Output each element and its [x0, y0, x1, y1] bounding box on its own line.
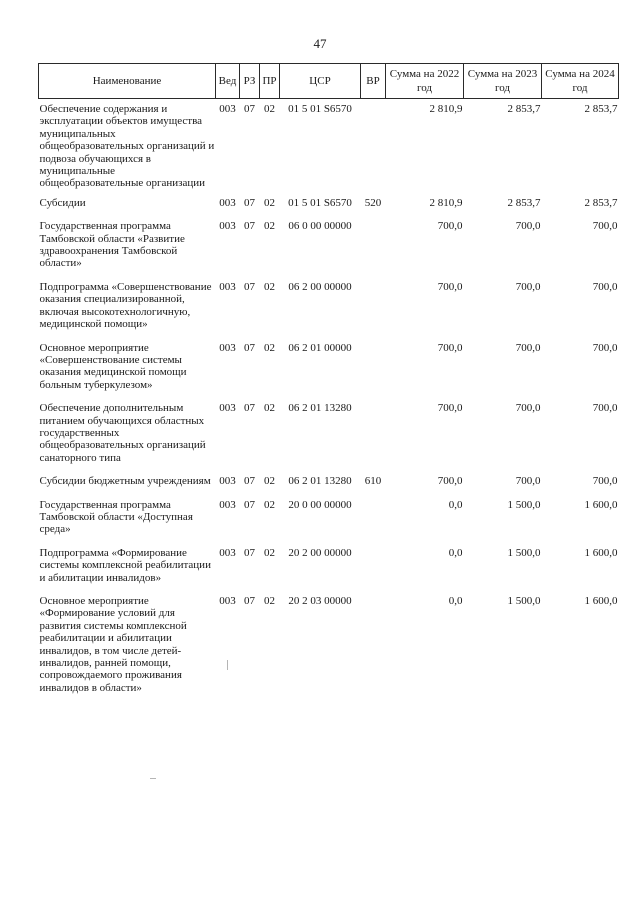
row-sum-2022: 0,0 [448, 498, 463, 511]
row-sum-2023: 700,0 [515, 402, 541, 415]
row-csr: 06 2 00 00000 [288, 280, 352, 293]
row-sum-2022: 0,0 [448, 546, 463, 559]
row-sum-2022: 700,0 [437, 341, 463, 354]
row-name: Основное мероприятие «Совершенствование системы оказания медицинской помощи больным туберкулезом» [39, 341, 187, 391]
row-rz: 07 [244, 402, 255, 415]
row-ved: 003 [219, 595, 236, 607]
row-sum-2024: 700,0 [592, 220, 618, 233]
row-ved: 003 [219, 103, 236, 115]
row-rz: 07 [244, 498, 255, 511]
row-sum-2022: 2 810,9 [429, 196, 463, 209]
table-row [39, 496, 619, 544]
row-name: Основное мероприятие «Формирование условий для развития системы комплексной реабилитации и абилитации инвалидов, в том числе детей-инвалидов, ранней помощи, сопровождаемого проживания инвалидов в области» [39, 595, 187, 694]
row-name: Субсидии бюджетным учреждениям [39, 475, 211, 488]
header-name: Наименование [39, 64, 216, 99]
row-ved: 003 [219, 475, 236, 488]
row-name: Обеспечение содержания и эксплуатации объектов имущества муниципальных общеобразовательных организаций и подвоза обучающихся в муниципальные общеобразовательные организации [39, 103, 215, 190]
row-sum-2022: 0,0 [448, 595, 463, 607]
row-ved: 003 [219, 498, 236, 511]
row-csr: 06 2 01 00000 [288, 341, 352, 354]
table-header-row [39, 64, 619, 99]
row-sum-2022: 700,0 [437, 220, 463, 233]
table-row [39, 544, 619, 592]
row-sum-2022: 700,0 [437, 402, 463, 415]
header-pr: ПР [260, 64, 280, 99]
row-sum-2024: 1 600,0 [584, 498, 618, 511]
row-rz: 07 [244, 196, 255, 209]
row-ved: 003 [219, 220, 236, 233]
row-pr: 02 [264, 475, 275, 488]
row-csr: 01 5 01 S6570 [288, 196, 352, 209]
row-csr: 06 0 00 00000 [288, 220, 352, 233]
header-vr: ВР [361, 64, 386, 99]
row-rz: 07 [244, 546, 255, 559]
row-ved: 003 [219, 546, 236, 559]
row-name: Государственная программа Тамбовской области «Доступная среда» [39, 498, 193, 536]
row-vr [361, 217, 386, 278]
row-ved: 003 [219, 402, 236, 415]
row-vr: 520 [364, 196, 382, 209]
row-pr: 02 [264, 196, 275, 209]
row-sum-2024: 1 600,0 [584, 546, 618, 559]
row-csr: 01 5 01 S6570 [288, 103, 352, 115]
row-sum-2024: 700,0 [592, 341, 618, 354]
row-vr [361, 99, 386, 194]
row-csr: 06 2 01 13280 [288, 402, 352, 415]
budget-table [38, 63, 619, 702]
row-pr: 02 [264, 103, 275, 115]
row-sum-2022: 700,0 [437, 280, 463, 293]
row-csr: 20 2 03 00000 [288, 595, 352, 607]
row-rz: 07 [244, 475, 255, 488]
row-name: Подпрограмма «Формирование системы комплексной реабилитации и абилитации инвалидов» [39, 546, 211, 584]
row-vr [361, 544, 386, 592]
table-row [39, 472, 619, 495]
table-row [39, 339, 619, 400]
row-sum-2023: 700,0 [515, 220, 541, 233]
row-pr: 02 [264, 402, 275, 415]
row-ved: 003 [219, 280, 236, 293]
row-rz: 07 [244, 220, 255, 233]
row-vr [361, 278, 386, 339]
row-sum-2023: 1 500,0 [507, 498, 541, 511]
row-ved: 003 [219, 341, 236, 354]
row-sum-2024: 700,0 [592, 280, 618, 293]
row-sum-2023: 700,0 [515, 280, 541, 293]
scan-speck [150, 778, 156, 779]
row-sum-2022: 700,0 [437, 475, 463, 488]
table-row [39, 99, 619, 194]
header-ved: Вед [216, 64, 240, 99]
row-pr: 02 [264, 546, 275, 559]
row-name: Подпрограмма «Совершенствование оказания специализированной, включая высокотехнологичную, медицинской помощи» [39, 280, 212, 331]
row-csr: 06 2 01 13280 [288, 475, 352, 488]
row-rz: 07 [244, 103, 255, 115]
table-row [39, 399, 619, 472]
row-sum-2024: 2 853,7 [584, 196, 618, 209]
table-row [39, 278, 619, 339]
row-name: Обеспечение дополнительным питанием обучающихся областных государственных общеобразовательных организаций санаторного типа [39, 402, 206, 464]
row-pr: 02 [264, 341, 275, 354]
row-pr: 02 [264, 498, 275, 511]
row-rz: 07 [244, 595, 255, 607]
row-vr: 610 [364, 475, 382, 488]
row-csr: 20 0 00 00000 [288, 498, 352, 511]
row-sum-2024: 700,0 [592, 402, 618, 415]
header-sum-2023: Сумма на 2023 год [464, 64, 542, 99]
row-sum-2023: 1 500,0 [507, 595, 541, 607]
row-ved: 003 [219, 196, 236, 209]
row-rz: 07 [244, 341, 255, 354]
header-csr: ЦСР [280, 64, 361, 99]
table-row [39, 217, 619, 278]
row-vr [361, 592, 386, 702]
row-sum-2023: 700,0 [515, 341, 541, 354]
row-vr [361, 399, 386, 472]
row-sum-2024: 700,0 [592, 475, 618, 488]
table-row [39, 194, 619, 217]
header-rz: РЗ [240, 64, 260, 99]
row-name: Государственная программа Тамбовской области «Развитие здравоохранения Тамбовской области» [39, 220, 185, 270]
header-sum-2024: Сумма на 2024 год [542, 64, 619, 99]
row-pr: 02 [264, 220, 275, 233]
row-sum-2023: 2 853,7 [507, 196, 541, 209]
table-row [39, 592, 619, 702]
row-csr: 20 2 00 00000 [288, 546, 352, 559]
row-vr [361, 339, 386, 400]
header-sum-2022: Сумма на 2022 год [386, 64, 464, 99]
page-number: 47 [313, 36, 327, 51]
row-sum-2024: 1 600,0 [584, 595, 618, 607]
row-pr: 02 [264, 595, 275, 607]
row-sum-2023: 700,0 [515, 475, 541, 488]
row-sum-2023: 2 853,7 [507, 103, 541, 115]
scan-speck [227, 660, 228, 670]
row-rz: 07 [244, 280, 255, 293]
row-sum-2022: 2 810,9 [429, 103, 463, 115]
row-name: Субсидии [39, 196, 86, 209]
row-sum-2023: 1 500,0 [507, 546, 541, 559]
row-sum-2024: 2 853,7 [584, 103, 618, 115]
row-vr [361, 496, 386, 544]
row-pr: 02 [264, 280, 275, 293]
